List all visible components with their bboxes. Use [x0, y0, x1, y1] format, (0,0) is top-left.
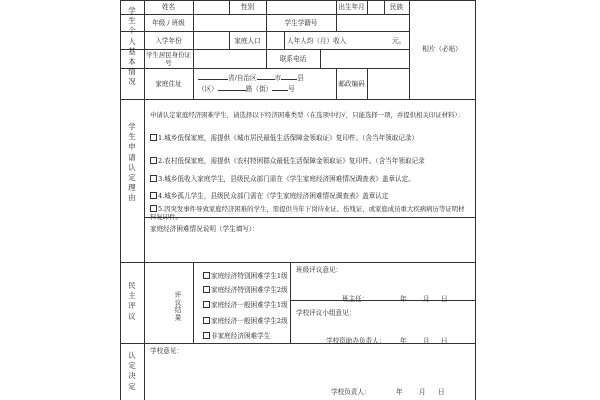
explain-textarea[interactable] — [150, 236, 470, 260]
application-intro: 申请认定家庭经济困难学生，请选择以下经济困难类型（在选项中打√，只能选择一项，并提供相关印证材料）： — [150, 111, 465, 119]
ethnicity-label: 民族 — [389, 3, 404, 11]
review-option[interactable] — [203, 272, 288, 280]
school-opinion-label: 学校意见： — [150, 347, 183, 355]
id-field[interactable] — [194, 50, 265, 67]
class-director-label: 班主任： — [342, 295, 369, 303]
birth-label: 出生年月 — [338, 3, 365, 11]
phone-field[interactable] — [321, 50, 408, 67]
day-label: 日 — [441, 295, 448, 303]
col-line — [290, 262, 291, 343]
postcode-field[interactable] — [368, 69, 408, 98]
checkbox — [203, 332, 210, 339]
application-item-text: 4.城乡孤儿学生，县级民众部门需在《学生家庭经济困难情况调查表》盖章认定 — [158, 192, 389, 200]
border-right — [475, 0, 476, 400]
application-item-text: 3.城乡低收入家庭学生，县级民众部门需在《学生家庭经济困难情况调查表》盖章认定。 — [158, 175, 415, 183]
review-option-text: 家庭经济特别困难学生2级 — [211, 286, 288, 294]
month-label: 月 — [423, 295, 430, 303]
col-line — [367, 0, 368, 14]
income-label: 人年人均（月）收入 — [287, 37, 347, 45]
income-unit: 元。 — [392, 37, 406, 45]
review-option[interactable] — [203, 286, 288, 294]
explain-label: 家庭经济困难情况说明（学生填写）： — [150, 225, 259, 233]
checkbox — [203, 317, 210, 324]
student-id-field[interactable] — [337, 15, 408, 30]
result-label: 评议结果 — [174, 291, 182, 322]
month-label: 月 — [423, 337, 430, 345]
decision-section-label: 认定决定 — [128, 351, 136, 391]
col-line — [284, 31, 285, 49]
month-label: 月 — [419, 388, 426, 396]
addr-province-label: 省/自治区 — [228, 74, 257, 82]
grade-class-field[interactable] — [194, 15, 265, 30]
checkbox — [150, 175, 157, 182]
day-label: 日 — [441, 337, 448, 345]
address-field[interactable] — [194, 69, 336, 98]
enrollment-field[interactable] — [194, 32, 228, 48]
student-info-section-label: 学生个人基本情况 — [128, 6, 136, 87]
phone-label: 联系电话 — [279, 55, 307, 63]
application-item-text: 5.因突发事件导致家庭经济困难的学生，需提供当年下岗待业证、伤残证、或家庭成员重大疾病病历等证明材料复印件。 — [150, 205, 465, 221]
application-item[interactable] — [150, 205, 468, 221]
checkbox — [203, 301, 210, 308]
name-field[interactable] — [194, 1, 228, 13]
year-label: 年 — [400, 337, 407, 345]
school-opinion-field[interactable] — [150, 357, 470, 383]
review-option[interactable] — [203, 301, 288, 309]
student-id-label: 学生学籍号 — [284, 19, 318, 27]
review-option-text: 家庭经济特别困难学生1级 — [211, 272, 288, 280]
application-item[interactable] — [150, 175, 415, 183]
addr-number-label: 号 — [288, 85, 295, 93]
school-group-opinion-field[interactable] — [296, 319, 470, 333]
row-line — [290, 300, 476, 301]
name-label: 姓名 — [161, 3, 176, 11]
day-label: 日 — [438, 388, 445, 396]
application-item-text: 2.农村低保家庭，需提供《农村特困群众最低生活保障金领取证》复印件。（含当年领取记录 — [158, 157, 425, 165]
review-section-label: 民主评议 — [128, 281, 136, 321]
income-field[interactable] — [356, 32, 390, 48]
grade-class-label: 年级 / 班级 — [152, 19, 185, 27]
year-label: 年 — [400, 295, 407, 303]
gender-label: 性别 — [240, 3, 255, 11]
review-option-text: 家庭经济一般困难学生2级 — [211, 317, 288, 325]
school-head-label: 学校负责人： — [331, 388, 371, 396]
row-line — [120, 262, 476, 263]
checkbox — [203, 286, 210, 293]
application-section-label: 学生申请认定理由 — [128, 122, 136, 203]
gender-field[interactable] — [267, 1, 335, 13]
checkbox — [150, 157, 157, 164]
application-item[interactable] — [150, 157, 425, 165]
application-item-text: 1.城乡低保家庭，需提供《城市居民最低生活保障金领取证》复印件。（含当年领取记录） — [158, 134, 419, 142]
review-option[interactable] — [203, 332, 270, 340]
id-label: 学生居民身份证号 — [146, 51, 191, 67]
col-line — [193, 262, 194, 343]
photo-label: 相片（必贴） — [422, 45, 462, 53]
review-option-text: 家庭经济一般困难学生1级 — [211, 301, 288, 309]
addr-city-label: 市 — [274, 74, 282, 82]
checkbox — [150, 205, 157, 212]
border-left — [120, 0, 121, 400]
school-aid-head-label: 学校资助办负责人： — [326, 337, 386, 345]
addr-district-label: （区） — [198, 85, 218, 93]
checkbox — [203, 272, 210, 279]
household-field[interactable] — [267, 32, 283, 48]
enrollment-label: 入学年份 — [155, 37, 182, 45]
address-label: 家庭住址 — [155, 80, 182, 88]
class-opinion-field[interactable] — [296, 276, 470, 290]
household-label: 家庭人口 — [234, 37, 261, 45]
checkbox — [150, 134, 157, 141]
review-option[interactable] — [203, 317, 288, 325]
addr-county-label: 县 — [297, 74, 304, 82]
year-label: 年 — [396, 388, 403, 396]
postcode-label: 邮政编码 — [338, 80, 365, 88]
review-option-text: 非家庭经济困难学生 — [211, 332, 271, 340]
checkbox — [150, 192, 157, 199]
application-item[interactable] — [150, 192, 388, 200]
addr-road-label: 路（街） — [245, 85, 273, 93]
row-line — [120, 99, 476, 100]
class-opinion-label: 班级评议意见： — [296, 266, 343, 274]
application-item[interactable] — [150, 134, 418, 142]
school-group-opinion-label: 学校评议小组意见： — [296, 309, 356, 317]
